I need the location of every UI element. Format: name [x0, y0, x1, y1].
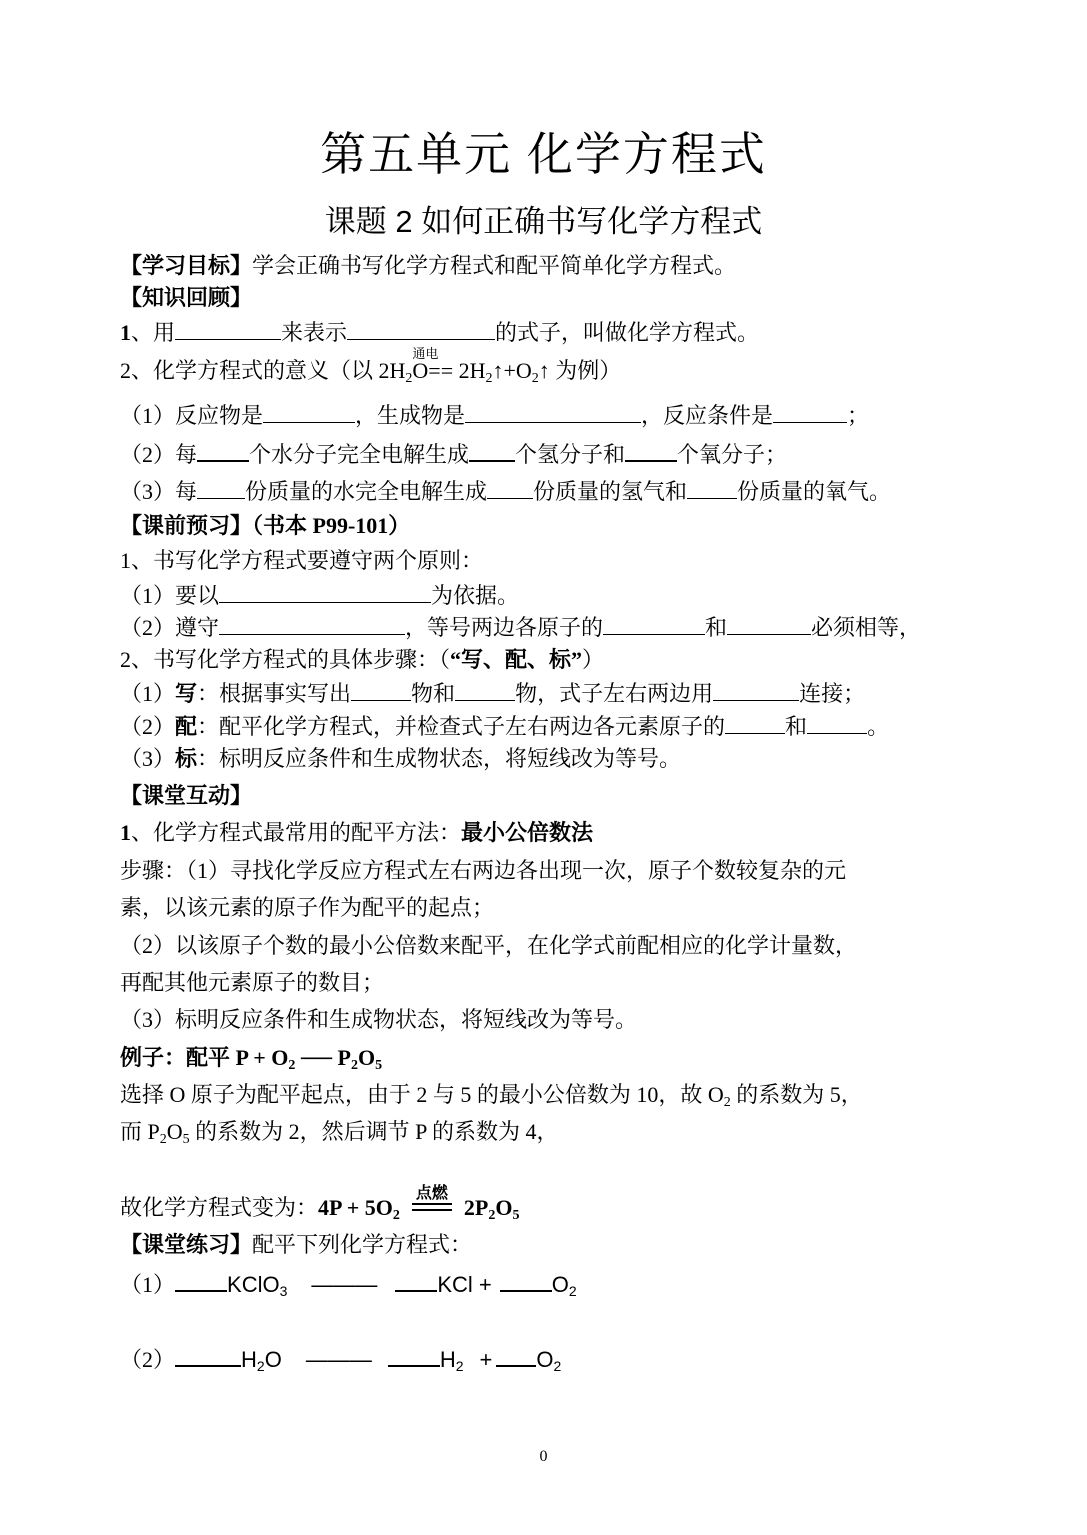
- q2-text-eq: == 2H: [428, 358, 486, 383]
- text: 份质量的氧气。: [737, 479, 892, 504]
- blank[interactable]: [687, 476, 737, 499]
- text: （2）每: [120, 442, 198, 467]
- text: ── P: [295, 1045, 351, 1070]
- subscript: 2: [455, 1358, 464, 1374]
- practice-2: [120, 1343, 561, 1375]
- subscript: 2: [405, 371, 413, 386]
- subscript: 5: [512, 1208, 520, 1223]
- interaction-step-1a: 步骤：（1）寻找化学反应方程式左右两边各出现一次，原子个数较复杂的元: [120, 858, 847, 883]
- preview-2-2: [120, 711, 889, 742]
- q1-text-c: 的式子，叫做化学方程式。: [495, 320, 760, 345]
- text: 1: [120, 820, 131, 845]
- section-heading: 【课堂练习】: [120, 1232, 253, 1257]
- interaction-1: [120, 818, 593, 848]
- plus-sign: +: [479, 1347, 493, 1372]
- text: O: [358, 1045, 376, 1070]
- subscript: 2: [392, 1208, 400, 1223]
- text: O: [166, 1119, 183, 1144]
- reaction-condition: [412, 346, 439, 386]
- text: 个水分子完全电解生成: [249, 442, 470, 467]
- text: 2、书写化学方程式的具体步骤：（: [120, 647, 451, 672]
- example-result: [120, 1185, 520, 1223]
- blank[interactable]: [351, 678, 411, 701]
- q2-text-o: O: [412, 358, 429, 383]
- text: （2）遵守: [120, 615, 220, 640]
- blank[interactable]: [197, 476, 245, 499]
- section-heading-review: 【知识回顾】: [120, 285, 253, 310]
- example-explain-2: [120, 1117, 559, 1147]
- blank[interactable]: [175, 317, 281, 340]
- text: 个氧分子；: [677, 442, 788, 467]
- blank[interactable]: [388, 1343, 440, 1367]
- blank[interactable]: [725, 711, 785, 734]
- subscript: 2: [723, 1095, 731, 1110]
- reaction-arrow: ———: [305, 1347, 372, 1372]
- text: （3）: [120, 746, 176, 771]
- text: “写、配、标”: [450, 647, 583, 672]
- text: 和: [785, 714, 808, 739]
- practice-heading: [120, 1230, 472, 1260]
- text: 和: [705, 615, 728, 640]
- blank[interactable]: [807, 711, 867, 734]
- text: （2）: [120, 714, 176, 739]
- subscript: 2: [568, 1283, 577, 1299]
- text: 物，式子左右两边用: [515, 681, 714, 706]
- question-2: [120, 346, 622, 386]
- text: ：标明反应条件和生成物状态，将短线改为等号。: [197, 746, 682, 771]
- question-1: [120, 317, 759, 348]
- text: 的系数为 2，然后调节 P 的系数为 4，: [189, 1119, 559, 1144]
- q2-text-o2: ↑+O: [492, 358, 532, 383]
- text: 为依据。: [431, 583, 520, 608]
- learning-goal: [120, 251, 736, 281]
- formula: O: [264, 1347, 282, 1372]
- text: 的系数为 5，: [730, 1082, 863, 1107]
- preview-1: 1、书写化学方程式要遵守两个原则：: [120, 548, 484, 573]
- text: 配: [175, 714, 198, 739]
- formula: O: [551, 1272, 569, 1297]
- section-heading-preview: 【课前预习】（书本 P99-101）: [120, 513, 411, 538]
- subscript: 2: [485, 371, 493, 386]
- page-subtitle: 课题 2 如何正确书写化学方程式: [324, 204, 763, 239]
- example-heading: [120, 1043, 382, 1073]
- blank[interactable]: [395, 1268, 437, 1292]
- subscript: 2: [531, 371, 539, 386]
- interaction-step-2b: 再配其他元素原子的数目；: [120, 970, 385, 995]
- text: 配平下列化学方程式：: [252, 1232, 473, 1257]
- reaction-condition: [412, 1185, 452, 1215]
- subscript: 2: [351, 1058, 358, 1073]
- text: （1）: [120, 681, 176, 706]
- q1-number: 1: [120, 320, 131, 345]
- example-explain-1: [120, 1080, 863, 1110]
- text: 最小公倍数法: [461, 820, 594, 845]
- section-heading: 【学习目标】: [120, 253, 253, 278]
- formula: H: [241, 1347, 257, 1372]
- text: 。: [867, 714, 890, 739]
- text: 故化学方程式变为：: [120, 1195, 319, 1220]
- page-number: 0: [539, 1448, 548, 1465]
- text: 、化学方程式最常用的配平方法：: [131, 820, 462, 845]
- text: 而 P: [120, 1119, 160, 1144]
- text: （1）: [120, 1272, 176, 1297]
- text: 选择 O 原子为配平起点，由于 2 与 5 的最小公倍数为 10，故 O: [120, 1082, 724, 1107]
- text: （2）: [120, 1347, 176, 1372]
- text: ，反应条件是: [641, 403, 774, 428]
- q2-text-end: ↑ 为例）: [538, 358, 622, 383]
- blank[interactable]: [603, 612, 705, 635]
- text: ，生成物是: [355, 403, 466, 428]
- text: 份质量的氢气和: [533, 479, 688, 504]
- blank[interactable]: [465, 400, 641, 423]
- formula: O: [536, 1347, 554, 1372]
- blank[interactable]: [197, 438, 249, 462]
- blank[interactable]: [219, 580, 431, 603]
- subscript: 5: [182, 1132, 190, 1147]
- q1-text-b: 来表示: [281, 320, 348, 345]
- blank[interactable]: [175, 1343, 241, 1367]
- interaction-step-1b: 素，以该元素的原子作为配平的起点；: [120, 895, 495, 920]
- blank[interactable]: [773, 400, 847, 423]
- blank[interactable]: [487, 476, 533, 499]
- preview-2-1: [120, 678, 865, 709]
- blank[interactable]: [175, 1268, 227, 1292]
- reaction-arrow: ———: [311, 1272, 378, 1297]
- text: 物和: [411, 681, 456, 706]
- text: 标: [175, 746, 198, 771]
- blank[interactable]: [455, 678, 515, 701]
- text: 例子：配平 P + O: [120, 1045, 289, 1070]
- text: 必须相等，: [811, 615, 922, 640]
- text: 2P: [463, 1195, 489, 1220]
- condition-label: 点燃: [415, 1185, 448, 1202]
- subscript: 2: [256, 1358, 265, 1374]
- text: ）: [582, 647, 605, 672]
- practice-1: [120, 1268, 577, 1300]
- blank[interactable]: [500, 1268, 552, 1292]
- q1-text-a: 、用: [131, 320, 176, 345]
- text: ：配平化学方程式，并检查式子左右两边各元素原子的: [197, 714, 726, 739]
- question-2-1: [120, 400, 869, 431]
- interaction-step-3: （3）标明反应条件和生成物状态，将短线改为等号。: [120, 1007, 638, 1032]
- preview-2: [120, 645, 604, 675]
- interaction-step-2a: （2）以该原子个数的最小公倍数来配平，在化学式前配相应的化学计量数，: [120, 933, 858, 958]
- condition-label: 通电: [412, 346, 439, 361]
- text: ，等号两边各原子的: [405, 615, 604, 640]
- text: （1）反应物是: [120, 403, 264, 428]
- text: 连接；: [799, 681, 866, 706]
- blank[interactable]: [263, 400, 355, 423]
- preview-2-3: [120, 744, 681, 774]
- text: （1）要以: [120, 583, 220, 608]
- text: 写: [175, 681, 198, 706]
- formula: KCl +: [437, 1272, 492, 1297]
- blank[interactable]: [713, 678, 799, 701]
- blank[interactable]: [347, 317, 495, 340]
- blank[interactable]: [496, 1343, 536, 1367]
- subscript: 2: [159, 1132, 167, 1147]
- blank[interactable]: [727, 612, 811, 635]
- section-heading-interaction: 【课堂互动】: [120, 783, 253, 808]
- text: ；: [847, 403, 870, 428]
- blank[interactable]: [625, 438, 677, 462]
- text: 份质量的水完全电解生成: [245, 479, 488, 504]
- page-title: 第五单元 化学方程式: [320, 128, 767, 180]
- question-2-2: [120, 438, 787, 470]
- text: ：根据事实写出: [197, 681, 352, 706]
- subscript: 2: [488, 1208, 496, 1223]
- learning-goal-text: 学会正确书写化学方程式和配平简单化学方程式。: [252, 253, 737, 278]
- blank[interactable]: [469, 438, 515, 462]
- preview-1-1: [120, 580, 519, 611]
- text: 4P + 5O: [318, 1195, 393, 1220]
- text: （3）每: [120, 479, 198, 504]
- subscript: 2: [553, 1358, 562, 1374]
- text: 个氢分子和: [515, 442, 626, 467]
- question-2-3: [120, 476, 891, 507]
- subscript: 5: [375, 1058, 383, 1073]
- blank[interactable]: [219, 612, 405, 635]
- subscript: 2: [288, 1058, 296, 1073]
- formula: H: [439, 1347, 456, 1372]
- q2-text: 2、化学方程式的意义（以 2H: [120, 358, 406, 383]
- preview-1-2: [120, 612, 921, 643]
- subscript: 3: [279, 1283, 288, 1299]
- text: O: [495, 1195, 513, 1220]
- formula: KClO: [227, 1272, 280, 1297]
- equals-bar: [412, 1203, 452, 1211]
